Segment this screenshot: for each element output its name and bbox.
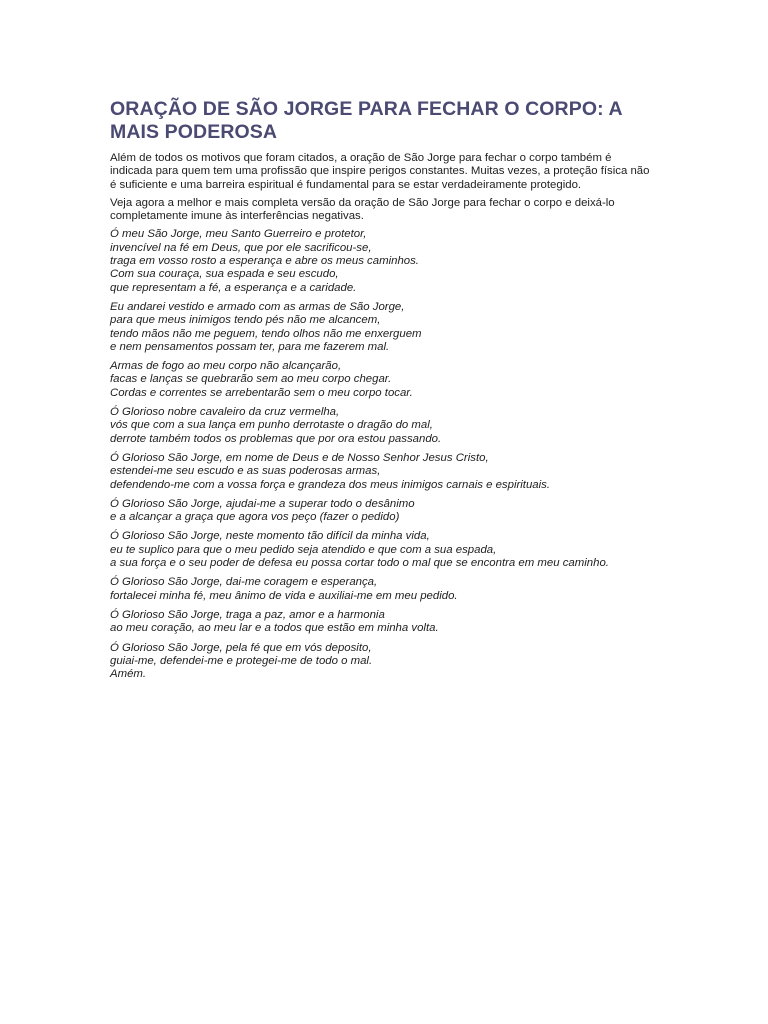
prayer-line: invencível na fé em Deus, que por ele sacrificou-se, [110, 241, 372, 254]
prayer-line: e a alcançar a graça que agora vos peço (fazer o pedido) [110, 511, 400, 524]
prayer-stanza [110, 498, 655, 525]
prayer-line: estendei-me seu escudo e as suas poderosas armas, [110, 465, 381, 478]
prayer-line: tendo mãos não me peguem, tendo olhos não me enxerguem [110, 327, 422, 340]
document-page [110, 98, 655, 687]
prayer-stanza [110, 228, 655, 294]
prayer-stanza [110, 301, 655, 354]
prayer-line: Armas de fogo ao meu corpo não alcançarão, [110, 360, 342, 373]
prayer-line: Ó Glorioso São Jorge, ajudai-me a superar todo o desânimo [110, 497, 415, 510]
prayer-line: Ó Glorioso São Jorge, dai-me coragem e esperança, [110, 576, 378, 589]
prayer-line: ao meu coração, ao meu lar e a todos que estão em minha volta. [110, 622, 439, 635]
intro-paragraph: Além de todos os motivos que foram citados, a oração de São Jorge para fechar o corpo também é indicada para quem tem uma profissão que inspire perigos constantes. Muitas vezes, a proteção física não é suficiente e uma barreira espiritual é fundamental para se estar verdadeiramente protegido. [110, 152, 650, 191]
prayer-line: Eu andarei vestido e armado com as armas de São Jorge, [110, 300, 405, 313]
prayer-line: Ó Glorioso São Jorge, pela fé que em vós deposito, [110, 641, 372, 654]
prayer-line: facas e lanças se quebrarão sem ao meu corpo chegar. [110, 373, 392, 386]
prayer-line: e nem pensamentos possam ter, para me fazerem mal. [110, 340, 390, 353]
prayer-stanza [110, 576, 655, 603]
prayer-line: Com sua couraça, sua espada e seu escudo, [110, 268, 339, 281]
prayer-line: a sua força e o seu poder de defesa eu possa cortar todo o mal que se encontra em meu caminho. [110, 557, 609, 570]
prayer-line: Ó Glorioso São Jorge, em nome de Deus e de Nosso Senhor Jesus Cristo, [110, 451, 489, 464]
prayer-line: traga em vosso rosto a esperança e abre os meus caminhos. [110, 255, 419, 268]
prayer-stanza [110, 452, 655, 492]
prayer-stanza [110, 360, 655, 400]
prayer-stanza [110, 406, 655, 446]
prayer-line: vós que com a sua lança em punho derrotaste o dragão do mal, [110, 419, 433, 432]
prayer-line: Ó Glorioso São Jorge, neste momento tão difícil da minha vida, [110, 530, 430, 543]
prayer-line: defendendo-me com a vossa força e grandeza dos meus inimigos carnais e espirituais. [110, 478, 551, 491]
page-title: ORAÇÃO DE SÃO JORGE PARA FECHAR O CORPO: A MAIS PODEROSA [110, 98, 622, 143]
prayer-line: derrote também todos os problemas que por ora estou passando. [110, 432, 442, 445]
intro-paragraph: Veja agora a melhor e mais completa versão da oração de São Jorge para fechar o corpo e deixá-lo completamente imune às interferências negativas. [110, 196, 615, 223]
prayer-line: Cordas e correntes se arrebentarão sem o meu corpo tocar. [110, 386, 413, 399]
prayer-stanza [110, 530, 655, 570]
prayer-line: para que meus inimigos tendo pés não me alcancem, [110, 314, 381, 327]
prayer-line: Ó meu São Jorge, meu Santo Guerreiro e protetor, [110, 228, 367, 241]
prayer-line: Ó Glorioso São Jorge, traga a paz, amor e a harmonia [110, 608, 385, 621]
prayer-line: Amém. [110, 668, 147, 681]
prayer-line: Ó Glorioso nobre cavaleiro da cruz vermelha, [110, 406, 340, 419]
prayer-line: eu te suplico para que o meu pedido seja atendido e que com a sua espada, [110, 543, 497, 556]
prayer-line: fortalecei minha fé, meu ânimo de vida e auxiliai-me em meu pedido. [110, 589, 458, 602]
prayer-line: guiai-me, defendei-me e protegei-me de todo o mal. [110, 654, 373, 667]
prayer-stanza [110, 642, 655, 682]
prayer-line: que representam a fé, a esperança e a caridade. [110, 281, 357, 294]
prayer-stanza [110, 609, 655, 636]
